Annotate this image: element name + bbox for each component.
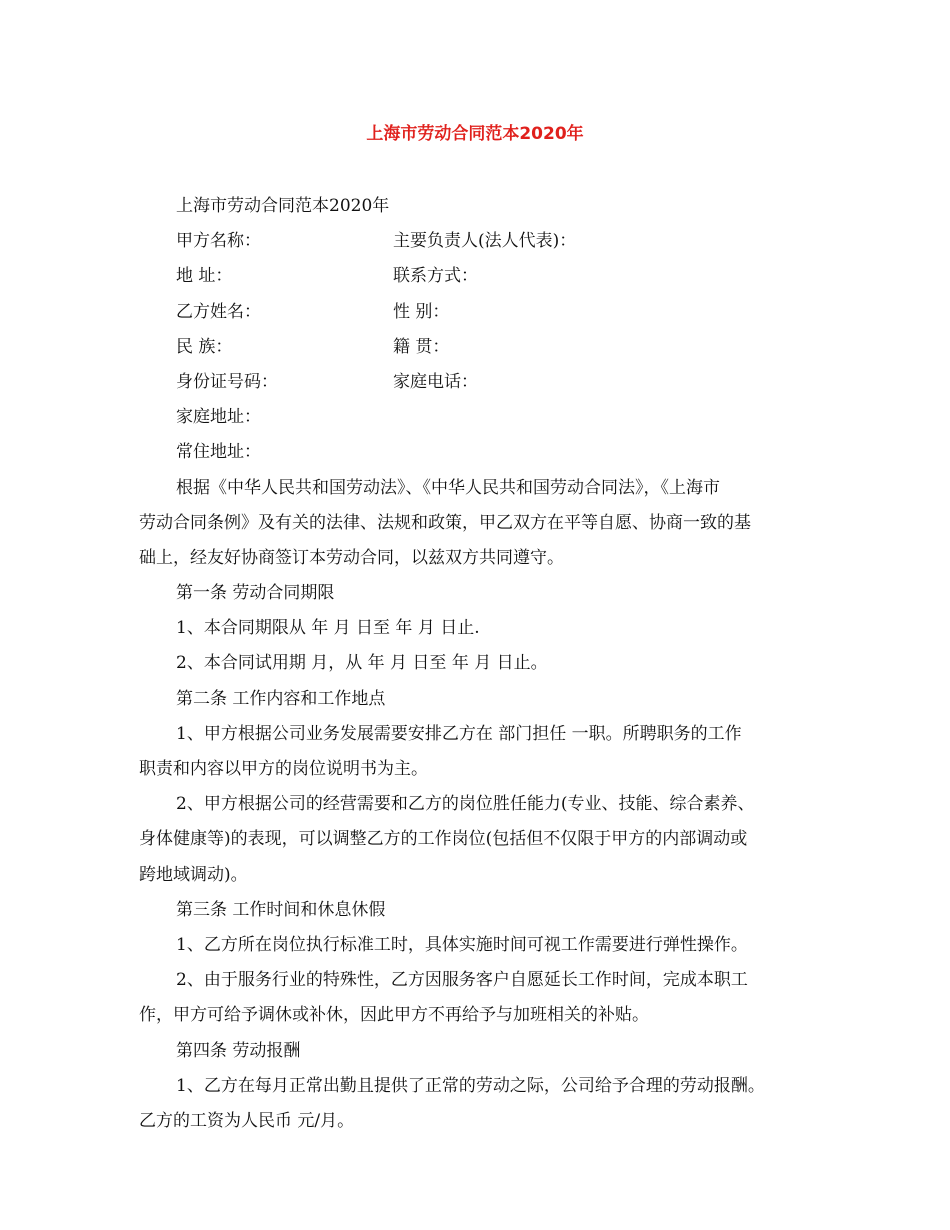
document-subtitle: 上海市劳动合同范本2020年 (176, 196, 390, 216)
field-label: 家庭地址： (176, 407, 261, 428)
field-label: 主要负责人(法人代表)： (393, 231, 577, 252)
text-line: 1、本合同期限从 年 月 日至 年 月 日止. (176, 618, 480, 639)
field-label: 民 族： (176, 336, 233, 357)
field-row (139, 330, 819, 365)
field-row (139, 295, 819, 330)
text-line: 跨地域调动)。 (139, 864, 248, 885)
field-label: 性 别： (393, 301, 450, 322)
contract-fields (139, 224, 819, 470)
text-line: 2、由于服务行业的特殊性，乙方因服务客户自愿延长工作时间，完成本职工 (176, 970, 748, 991)
text-line: 础上，经友好协商签订本劳动合同，以兹双方共同遵守。 (139, 547, 564, 568)
field-row (139, 259, 819, 294)
text-line: 身体健康等)的表现，可以调整乙方的工作岗位(包括但不仅限于甲方的内部调动或 (139, 829, 748, 850)
contract-paragraphs (139, 471, 819, 1140)
text-line: 乙方的工资为人民币 元/月。 (139, 1110, 355, 1131)
field-label: 联系方式： (393, 266, 478, 287)
field-label: 身份证号码： (176, 371, 278, 392)
document-body (139, 189, 819, 1139)
text-line: 职责和内容以甲方的岗位说明书为主。 (139, 759, 428, 779)
text-line: 第二条 工作内容和工作地点 (176, 688, 386, 709)
text-line: 根据《中华人民共和国劳动法》、《中华人民共和国劳动合同法》，《上海市 (176, 477, 720, 498)
text-line: 1、乙方所在岗位执行标准工时，具体实施时间可视工作需要进行弹性操作。 (176, 934, 748, 955)
text-line: 第四条 劳动报酬 (176, 1040, 301, 1061)
text-line: 第一条 劳动合同期限 (176, 583, 335, 604)
document-title: 上海市劳动合同范本2020年 (366, 124, 584, 144)
field-label: 甲方名称： (176, 231, 261, 252)
text-line: 第三条 工作时间和休息休假 (176, 899, 386, 920)
field-row (139, 224, 819, 259)
field-label: 籍 贯： (393, 336, 450, 357)
text-line: 作，甲方可给予调休或补休，因此甲方不再给予与加班相关的补贴。 (139, 1005, 649, 1026)
field-row (139, 365, 819, 400)
field-label: 地 址： (176, 266, 233, 287)
field-label: 乙方姓名： (176, 301, 261, 322)
field-label: 家庭电话： (393, 371, 478, 392)
text-line: 2、本合同试用期 月，从 年 月 日至 年 月 日止。 (176, 653, 548, 674)
field-label: 常住地址： (176, 442, 261, 463)
text-line: 劳动合同条例》及有关的法律、法规和政策，甲乙双方在平等自愿、协商一致的基 (139, 512, 751, 533)
field-row (139, 400, 819, 435)
text-line: 1、甲方根据公司业务发展需要安排乙方在 部门担任 一职。所聘职务的工作 (176, 723, 742, 744)
text-line: 2、甲方根据公司的经营需要和乙方的岗位胜任能力(专业、技能、综合素养、 (176, 794, 755, 815)
field-row (139, 435, 819, 470)
text-line: 1、乙方在每月正常出勤且提供了正常的劳动之际，公司给予合理的劳动报酬。 (176, 1075, 765, 1096)
